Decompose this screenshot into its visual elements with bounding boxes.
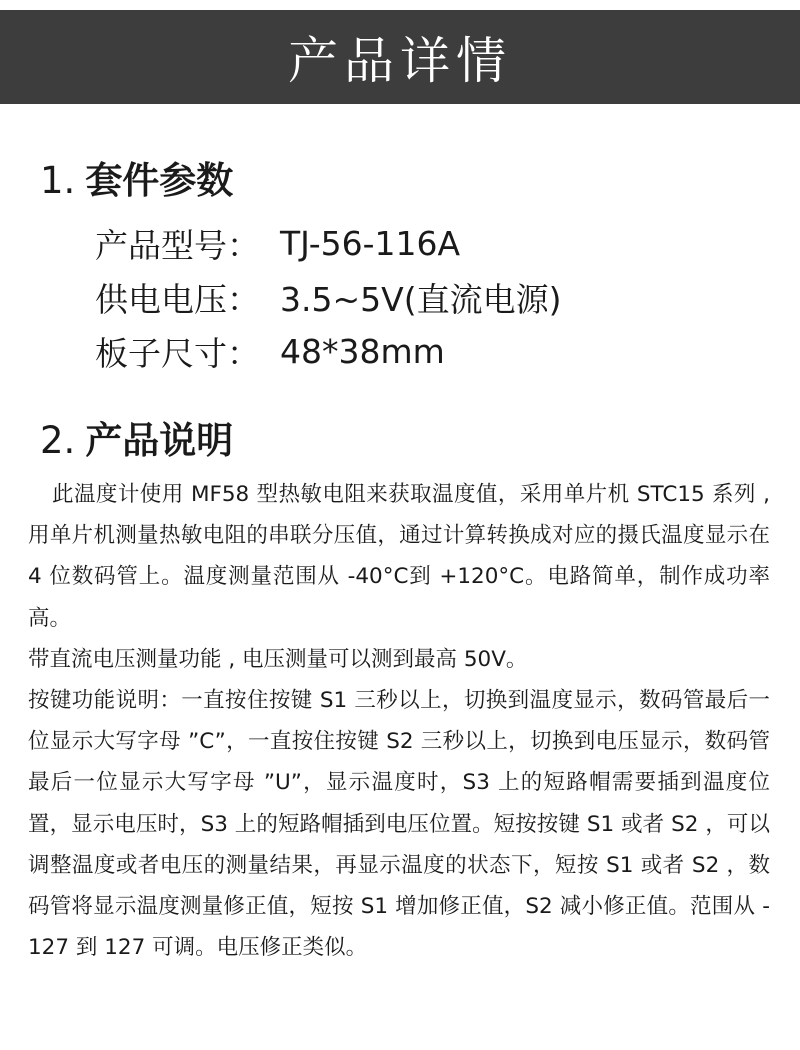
section-heading-product-description [40,410,233,464]
param-row-voltage [95,270,561,324]
section-number: 2. [40,419,76,462]
param-value: 48*38mm [280,331,445,371]
description-paragraph: 此温度计使用 MF58 型热敏电阻来获取温度值，采用单片机 STC15 系列 , 用单片机测量热敏电阻的串联分压值，通过计算转换成对应的摄氏温度显示在 4 位数码管上。温度测量范围从 -40°C到 +120°C。电路简单，制作成功率高。 [28,482,770,631]
section-number: 1. [40,159,76,202]
section-title: 套件参数 [85,159,234,202]
header-banner [0,10,800,104]
param-label: 供电电压： [95,279,260,319]
product-description [28,474,770,968]
param-value: TJ-56-116A [280,223,461,263]
param-row-board-size [95,324,561,378]
description-paragraph: 按键功能说明：一直按住按键 S1 三秒以上，切换到温度显示，数码管最后一位显示大写字母 ”C”，一直按住按键 S2 三秒以上，切换到电压显示，数码管最后一位显示大写字母 ”U”，显示温度时，S3 上的短路帽需要插到温度位置，显示电压时，S3 上的短路帽插到电压位置。短按按键 S1 或者 S2 ，可以调整温度或者电压的测量结果，再显示温度的状态下，短按 S1 或者 S2 ，数码管将显示温度测量修正值，短按 S1 增加修正值，S2 减小修正值。范围从 -127 到 127 可调。电压修正类似。 [28,688,770,961]
section-title: 产品说明 [85,419,234,462]
section-heading-kit-parameters [40,150,233,204]
param-label: 板子尺寸： [95,333,260,373]
description-paragraph: 带直流电压测量功能 , 电压测量可以测到最高 50V。 [28,646,528,672]
param-label: 产品型号： [95,225,260,265]
param-row-model [95,216,561,270]
param-value: 3.5~5V(直流电源) [280,279,562,319]
page-title: 产品详情 [288,32,512,90]
parameter-list [95,216,561,378]
